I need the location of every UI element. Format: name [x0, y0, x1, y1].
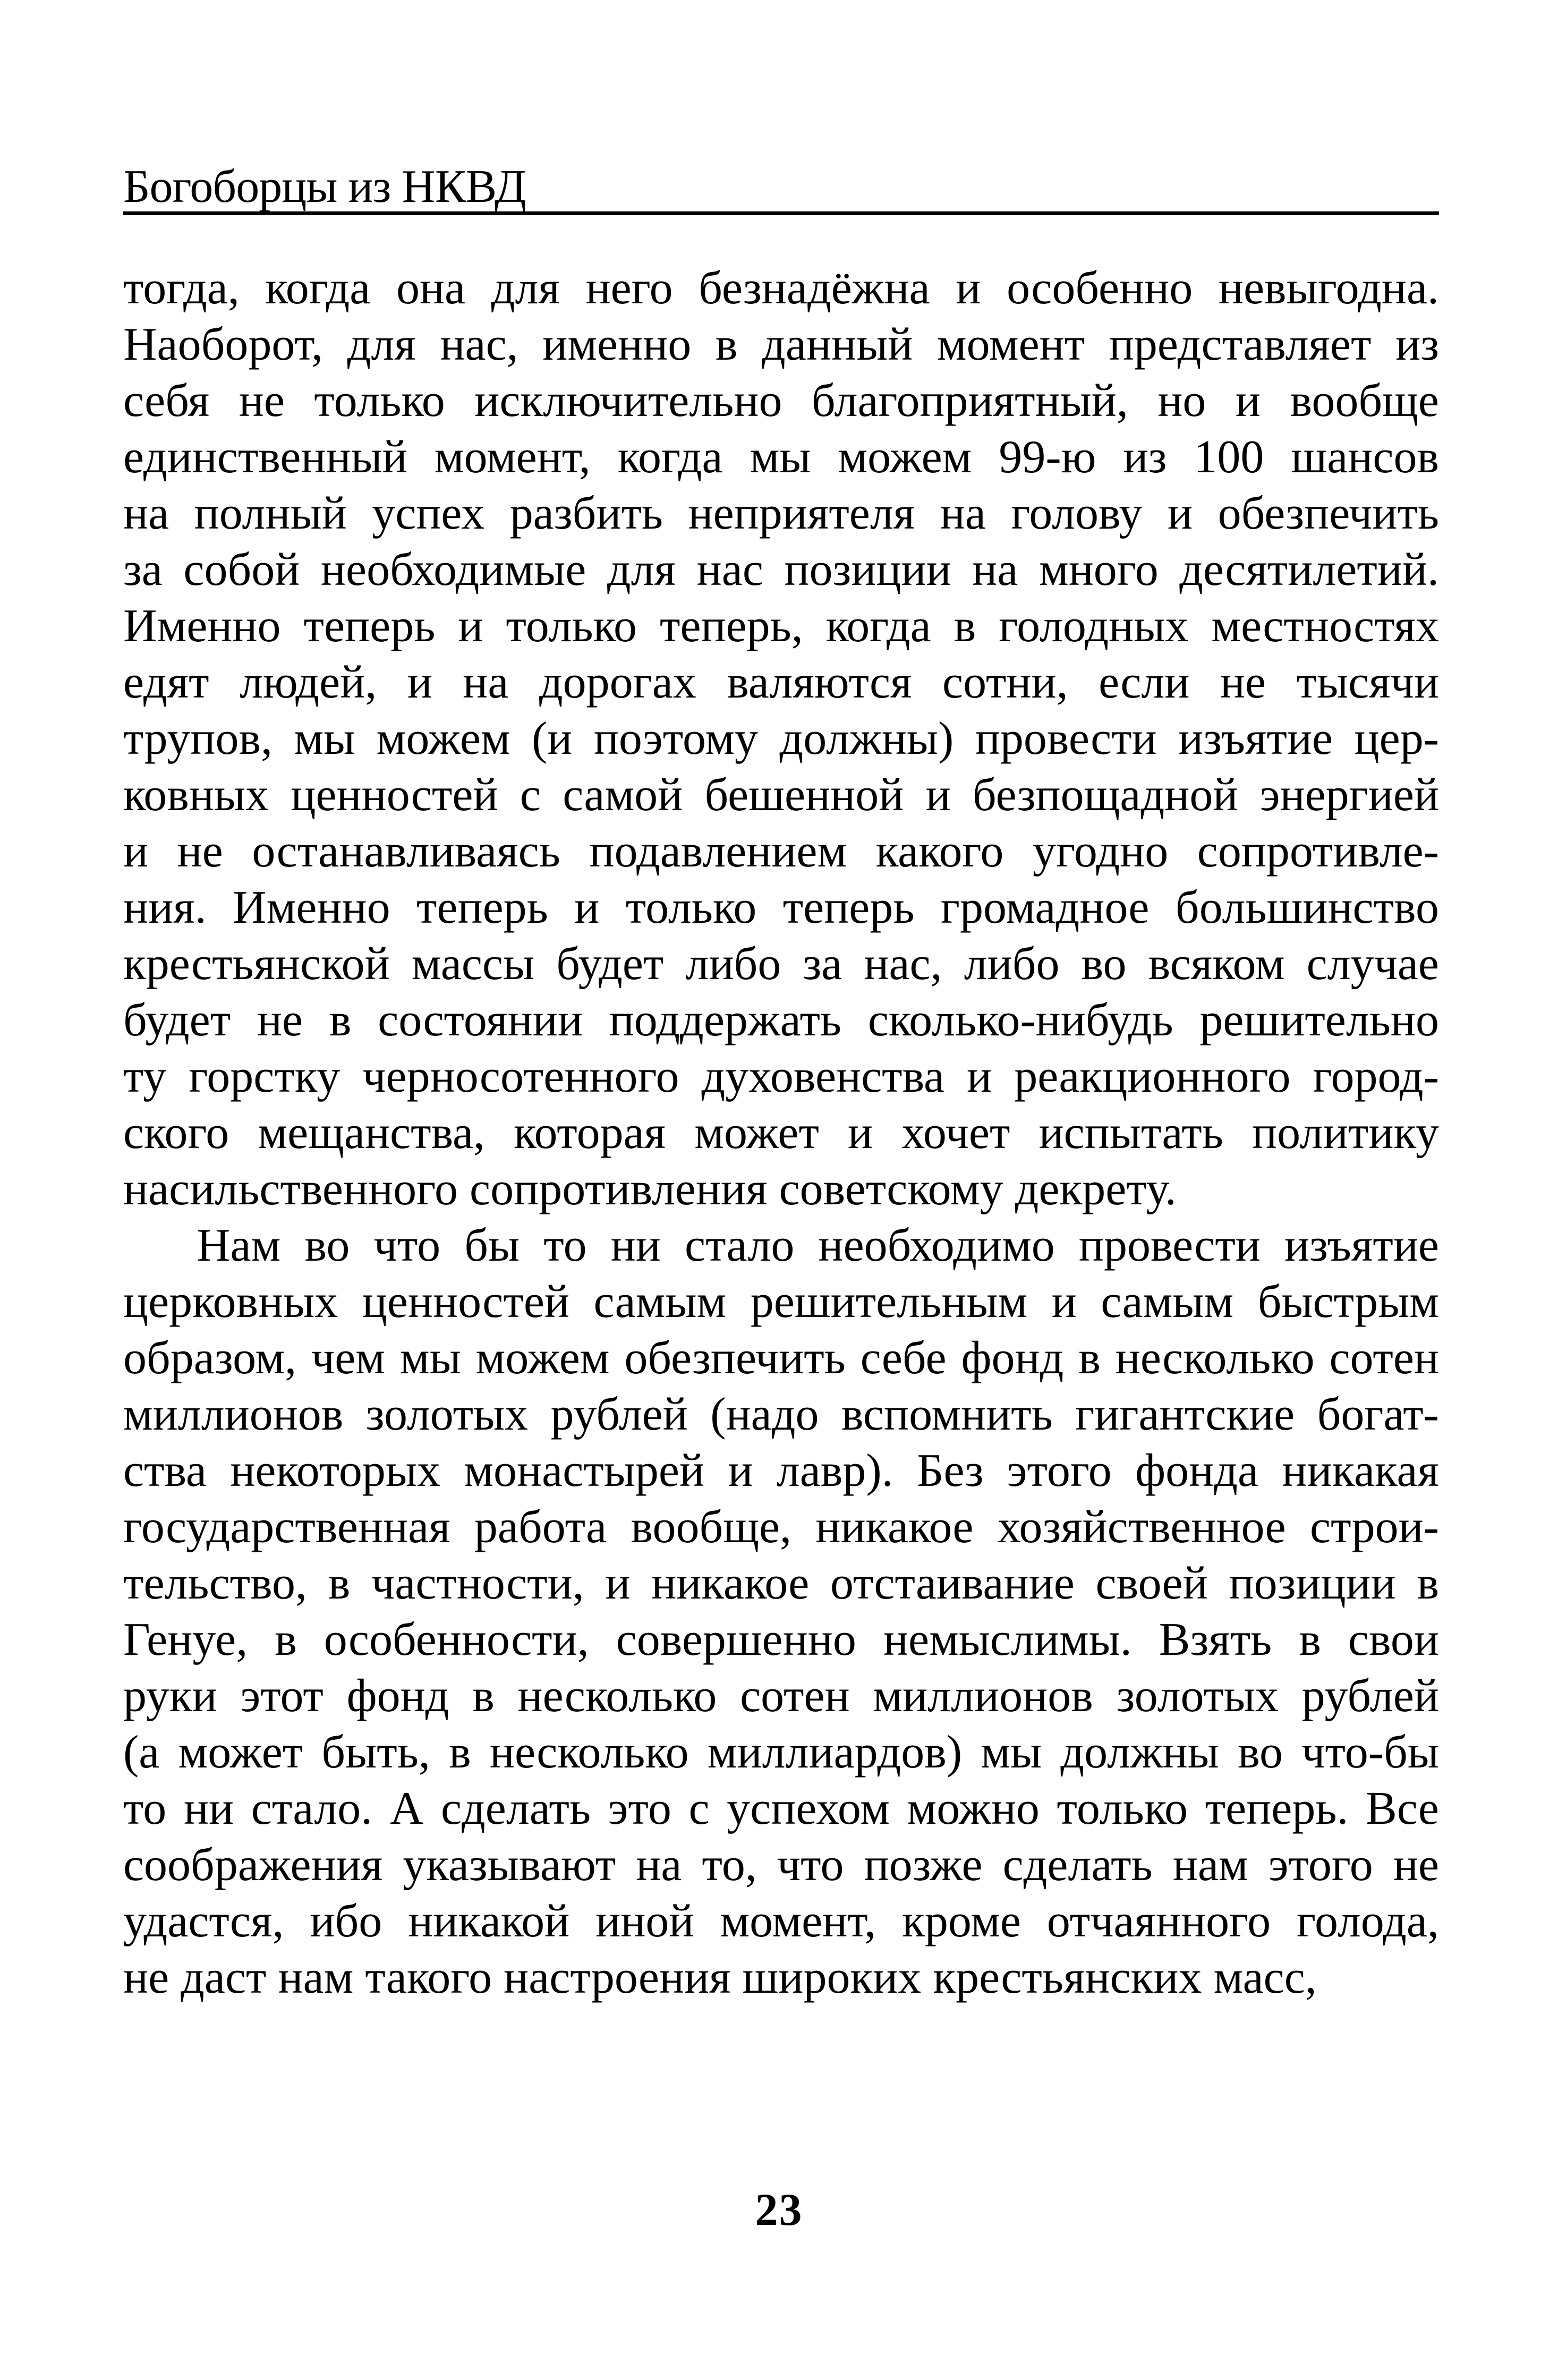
text-line: руки этот фонд в несколько сотен миллионов золотых рублей [123, 1670, 1439, 1722]
text-line: крестьянской массы будет либо за нас, либо во всяком случае [123, 938, 1439, 990]
text-line: Наоборот, для нас, именно в данный момент представляет из [123, 319, 1439, 370]
text-line: единственный момент, когда мы можем 99-ю из 100 шансов [123, 431, 1439, 483]
text-line: ского мещанства, которая может и хочет испытать политику [123, 1107, 1439, 1159]
text-line: ковных ценностей с самой бешенной и безпощадной энергией [123, 769, 1439, 821]
text-line: насильственного сопротивления советскому декрету. [123, 1163, 1177, 1215]
text-line: Именно теперь и только теперь, когда в голодных местностях [123, 600, 1439, 652]
text-line: тельство, в частности, и никакое отстаивание своей позиции в [123, 1558, 1439, 1609]
text-line: удастся, ибо никакой иной момент, кроме отчаянного голода, [123, 1896, 1439, 1947]
text-line: соображения указывают на то, что позже сделать нам этого не [123, 1839, 1439, 1891]
text-line: тогда, когда она для него безнадёжна и особенно невыгодна. [123, 262, 1439, 314]
text-line: будет не в состоянии поддержать сколько-нибудь решительно [123, 994, 1439, 1046]
text-line: и не останавливаясь подавлением какого угодно сопротивле- [123, 826, 1439, 877]
text-line: себя не только исключительно благоприятный, но и вообще [123, 375, 1439, 427]
text-line: миллионов золотых рублей (надо вспомнить гигантские богат- [123, 1389, 1439, 1440]
text-line: образом, чем мы можем обезпечить себе фонд в несколько сотен [123, 1332, 1439, 1384]
text-line: церковных ценностей самым решительным и самым быстрым [123, 1276, 1439, 1328]
text-line: на полный успех разбить неприятеля на голову и обезпечить [123, 488, 1439, 539]
text-line: (а может быть, в несколько миллиардов) мы должны во что-бы [123, 1727, 1439, 1778]
text-line: за собой необходимые для нас позиции на много десятилетий. [123, 544, 1439, 596]
text-line: Генуе, в особенности, совершенно немыслимы. Взять в свои [123, 1614, 1439, 1665]
text-line: Нам во что бы то ни стало необходимо провести изъятие [197, 1220, 1439, 1271]
running-head-title: Богоборцы из НКВД [123, 161, 526, 212]
paragraph [123, 1218, 1439, 2006]
text-line: едят людей, и на дорогах валяются сотни, если не тысячи [123, 657, 1439, 708]
text-line: не даст нам такого настроения широких крестьянских масс, [123, 1952, 1317, 2003]
body-text [123, 260, 1439, 2006]
running-head [123, 148, 1439, 215]
text-line: ния. Именно теперь и только теперь громадное большинство [123, 882, 1439, 933]
paragraph [123, 260, 1439, 1218]
page-number: 23 [755, 2184, 803, 2235]
text-line: ства некоторых монастырей и лавр). Без этого фонда никакая [123, 1445, 1439, 1497]
text-line: государственная работа вообще, никакое хозяйственное строи- [123, 1501, 1439, 1553]
text-line: то ни стало. А сделать это с успехом можно только теперь. Все [123, 1783, 1439, 1834]
text-line: ту горстку черносотенного духовенства и реакционного город- [123, 1051, 1439, 1102]
text-line: трупов, мы можем (и поэтому должны) провести изъятие цер- [123, 713, 1439, 764]
